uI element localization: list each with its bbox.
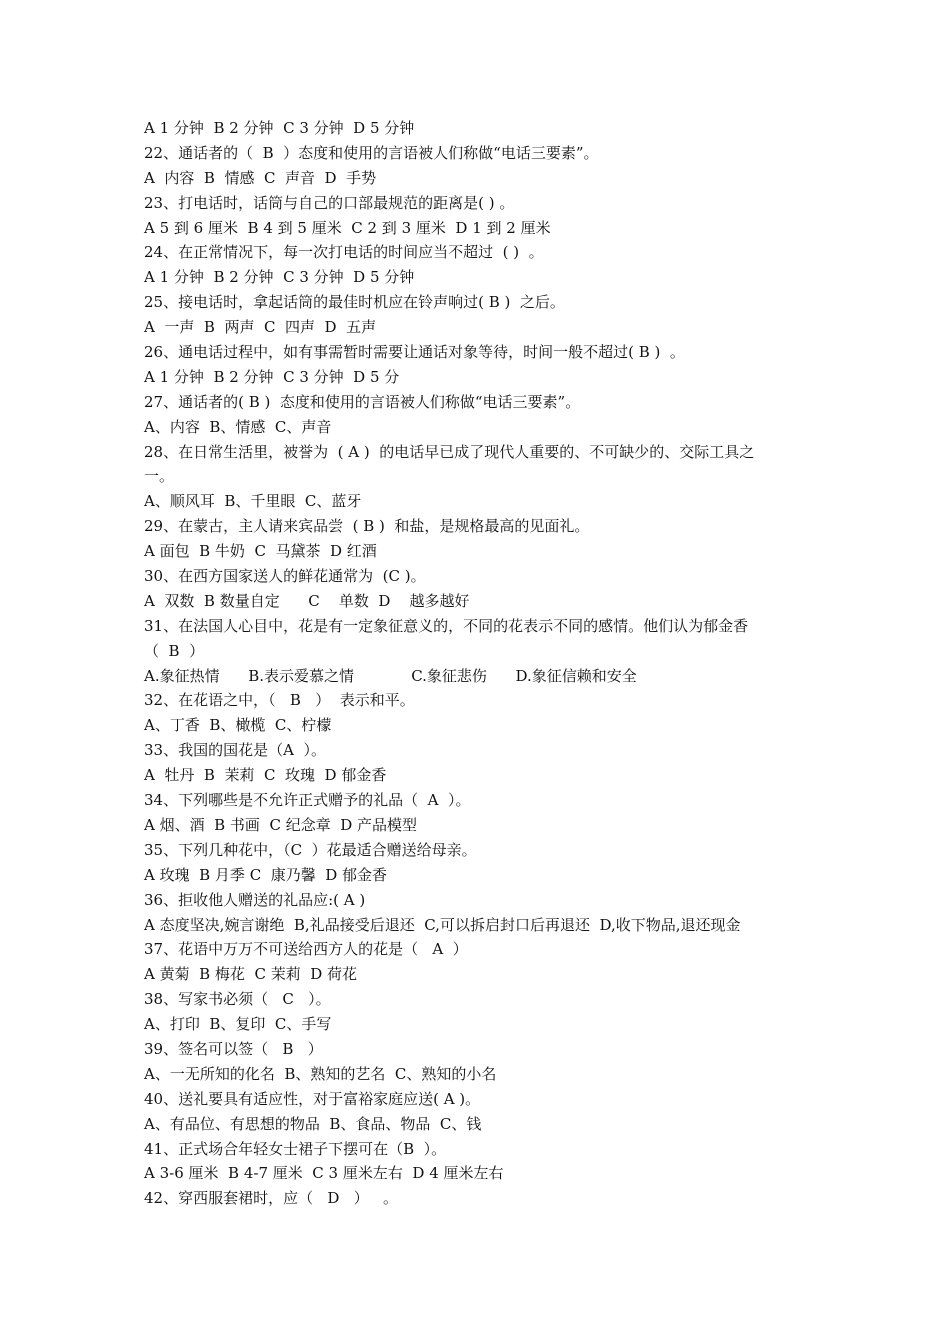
options-line: A、顺风耳 B、千里眼 C、蓝牙 xyxy=(144,492,362,511)
options-line: A 1 分钟 B 2 分钟 C 3 分钟 D 5 分钟 xyxy=(144,268,415,287)
question-line: 31、在法国人心目中，花是有一定象征意义的，不同的花表示不同的感情。他们认为郁金香 xyxy=(144,616,749,635)
question-line: 42、穿西服套裙时，应（ D ） 。 xyxy=(144,1189,399,1208)
options-line: A 黄菊 B 梅花 C 茉莉 D 荷花 xyxy=(144,965,358,984)
question-line: 38、写家书必须（ C ）。 xyxy=(144,990,331,1009)
question-line: 27、通话者的( B ) 态度和使用的言语被人们称做“电话三要素”。 xyxy=(144,392,581,411)
options-line: A、丁香 B、橄榄 C、柠檬 xyxy=(144,716,332,735)
options-line: A、打印 B、复印 C、手写 xyxy=(144,1015,332,1034)
question-line: 29、在蒙古，主人请来宾品尝 ( B ) 和盐，是规格最高的见面礼。 xyxy=(144,517,590,536)
question-line: 37、花语中万万不可送给西方人的花是（ A ） xyxy=(144,940,468,959)
question-line: 26、通电话过程中，如有事需暂时需要让通话对象等待，时间一般不超过( B ) 。 xyxy=(144,343,685,362)
options-line: A、内容 B、情感 C、声音 xyxy=(144,417,332,436)
question-line: 39、签名可以签（ B ） xyxy=(144,1039,323,1058)
options-line: A 烟、酒 B 书画 C 纪念章 D 产品模型 xyxy=(144,815,418,834)
options-line: A 态度坚决,婉言谢绝 B,礼品接受后退还 C,可以拆启封口后再退还 D,收下物品,退还现金 xyxy=(144,915,741,934)
question-line-continued: 一。 xyxy=(144,467,175,486)
question-line-continued: （ B ） xyxy=(144,641,205,660)
question-line: 25、接电话时，拿起话筒的最佳时机应在铃声响过( B ) 之后。 xyxy=(144,293,565,312)
options-line: A 内容 B 情感 C 声音 D 手势 xyxy=(144,168,377,187)
options-line: A 面包 B 牛奶 C 马黛茶 D 红酒 xyxy=(144,542,377,561)
options-line: A 1 分钟 B 2 分钟 C 3 分钟 D 5 分 xyxy=(144,367,400,386)
options-line: A.象征热情 B.表示爱慕之情 C.象征悲伤 D.象征信赖和安全 xyxy=(144,666,637,685)
question-line: 22、通话者的（ B ）态度和使用的言语被人们称做“电话三要素”。 xyxy=(144,143,599,162)
text-line: A 1 分钟 B 2 分钟 C 3 分钟 D 5 分钟 xyxy=(144,119,415,137)
options-line: A 3-6 厘米 B 4-7 厘米 C 3 厘米左右 D 4 厘米左右 xyxy=(144,1164,504,1183)
question-line: 35、下列几种花中，（C ）花最适合赠送给母亲。 xyxy=(144,840,477,859)
question-line: 24、在正常情况下，每一次打电话的时间应当不超过 ( ) 。 xyxy=(144,243,544,262)
options-line: A、有品位、有思想的物品 B、食品、物品 C、钱 xyxy=(144,1114,482,1133)
options-line: A、一无所知的化名 B、熟知的艺名 C、熟知的小名 xyxy=(144,1064,497,1083)
options-line: A 一声 B 两声 C 四声 D 五声 xyxy=(144,318,377,337)
options-line: A 玫瑰 B 月季 C 康乃馨 D 郁金香 xyxy=(144,865,388,884)
question-line: 36、拒收他人赠送的礼品应:( A ) xyxy=(144,890,366,909)
question-line: 30、在西方国家送人的鲜花通常为 (C )。 xyxy=(144,567,426,586)
question-line: 41、正式场合年轻女士裙子下摆可在（B ）。 xyxy=(144,1139,447,1158)
question-line: 33、我国的国花是（A ）。 xyxy=(144,741,326,760)
question-line: 23、打电话时，话筒与自己的口部最规范的距离是( ) 。 xyxy=(144,193,515,212)
question-line: 40、送礼要具有适应性，对于富裕家庭应送( A )。 xyxy=(144,1089,481,1108)
options-line: A 双数 B 数量自定 C 单数 D 越多越好 xyxy=(144,591,470,610)
document-body xyxy=(144,116,814,1211)
question-line: 28、在日常生活里，被誉为 ( A ) 的电话早已成了现代人重要的、不可缺少的、交际工具之 xyxy=(144,442,755,461)
options-line: A 牡丹 B 茉莉 C 玫瑰 D 郁金香 xyxy=(144,766,387,785)
options-line: A 5 到 6 厘米 B 4 到 5 厘米 C 2 到 3 厘米 D 1 到 2 厘米 xyxy=(144,218,551,237)
question-line: 32、在花语之中，（ B ） 表示和平。 xyxy=(144,691,415,710)
question-line: 34、下列哪些是不允许正式赠予的礼品（ A ）。 xyxy=(144,791,471,810)
